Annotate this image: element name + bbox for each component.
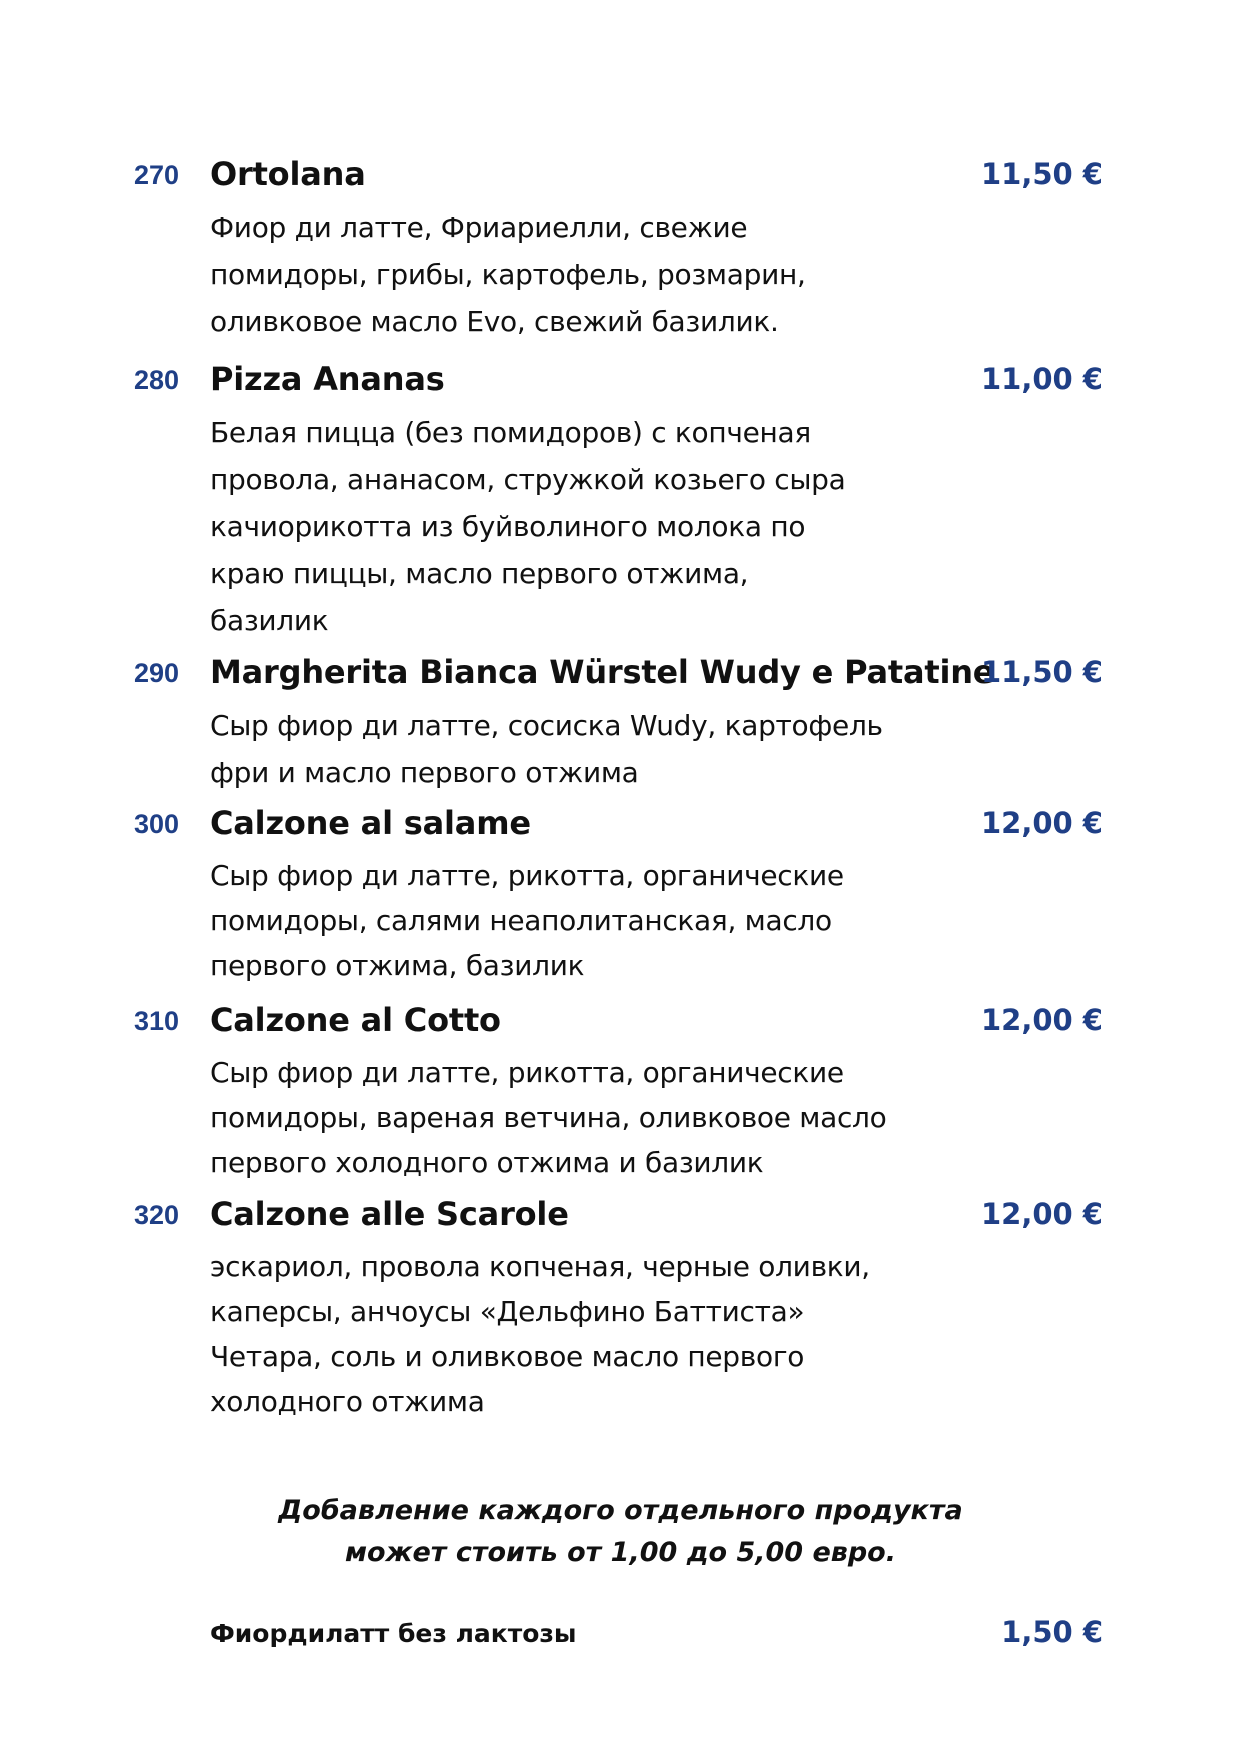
item-price: 12,00 € — [980, 1003, 1103, 1037]
item-number: 290 — [134, 658, 180, 688]
item-price: 12,00 € — [980, 1197, 1103, 1231]
item-number: 320 — [134, 1200, 180, 1230]
extras-note-line-1: Добавление каждого отдельного продукта — [278, 1495, 963, 1526]
extras-note — [0, 1490, 1241, 1574]
item-name: Calzone alle Scarole — [210, 1195, 569, 1233]
item-description: Белая пицца (без помидоров) с копченая провола, ананасом, стружкой козьего сыра качиорикотта из буйволиного молока по краю пиццы, масло первого отжима, базилик — [210, 416, 846, 637]
extras-note-line-2: может стоить от 1,00 до 5,00 евро. — [344, 1537, 896, 1568]
item-price: 11,00 € — [980, 362, 1103, 396]
item-description: Сыр фиор ди латте, рикотта, органические помидоры, вареная ветчина, оливковое масло первого холодного отжима и базилик — [210, 1056, 887, 1179]
item-name: Calzone al Cotto — [210, 1001, 501, 1039]
item-price: 11,50 € — [980, 655, 1103, 689]
item-name: Margherita Bianca Würstel Wudy e Patatine — [210, 653, 995, 691]
item-price: 12,00 € — [980, 806, 1103, 840]
item-number: 310 — [134, 1006, 180, 1036]
item-number: 270 — [134, 160, 180, 190]
item-name: Ortolana — [210, 155, 366, 193]
item-description: Сыр фиор ди латте, сосиска Wudy, картофель фри и масло первого отжима — [210, 709, 883, 789]
item-number: 280 — [134, 365, 180, 395]
item-description: эскариол, провола копченая, черные оливки, каперсы, анчоусы «Дельфино Баттиста» Четара, соль и оливковое масло первого холодного отжима — [210, 1250, 870, 1418]
extra-item-name: Фиордилатт без лактозы — [210, 1619, 577, 1648]
item-description: Сыр фиор ди латте, рикотта, органические помидоры, салями неаполитанская, масло первого отжима, базилик — [210, 859, 844, 982]
item-name: Calzone al salame — [210, 804, 531, 842]
extra-item-price: 1,50 € — [1001, 1615, 1103, 1649]
item-number: 300 — [134, 809, 180, 839]
item-price: 11,50 € — [980, 157, 1103, 191]
item-name: Pizza Ananas — [210, 360, 445, 398]
item-description: Фиор ди латте, Фриариелли, свежие помидоры, грибы, картофель, розмарин, оливковое масло Evo, свежий базилик. — [210, 211, 806, 338]
